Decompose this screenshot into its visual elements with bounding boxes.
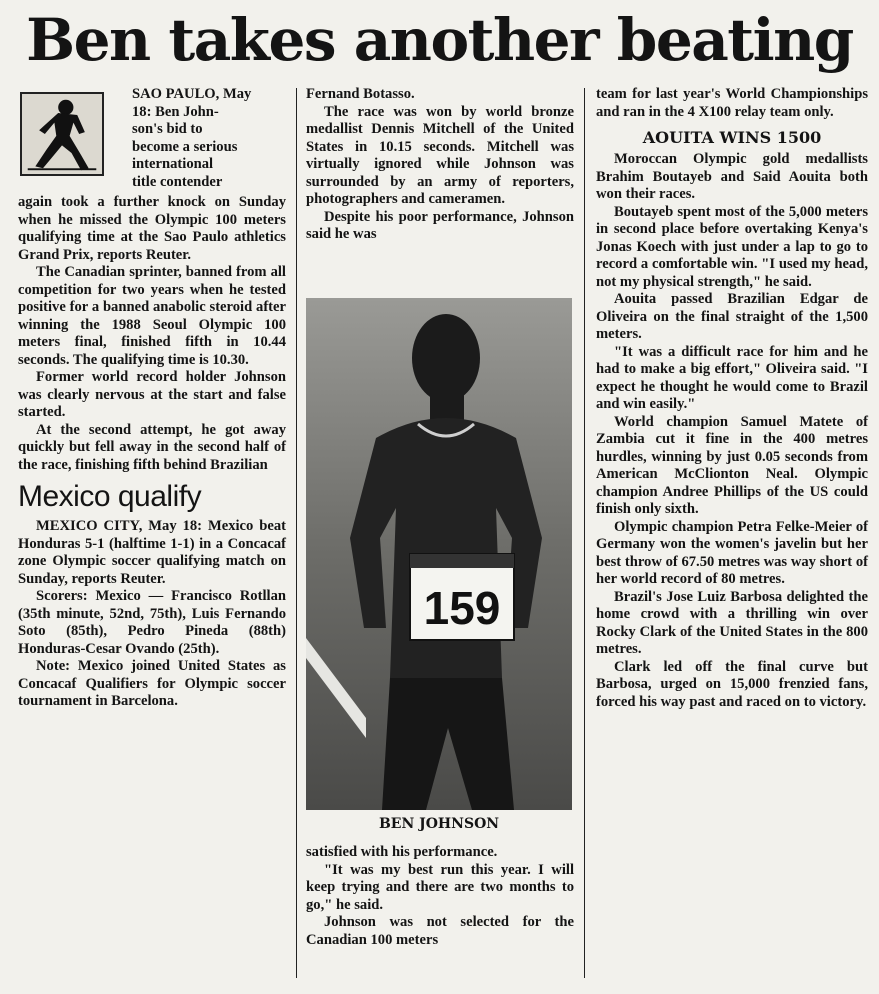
mexico-paragraph: Scorers: Mexico — Francisco Rotllan (35th minute, 52nd, 75th), Luis Fernando Soto (85th), Pedro Pineda (88th) Honduras-Cesar Ovando (25th). <box>18 588 286 657</box>
headline: Ben takes another beating <box>26 6 853 74</box>
article-paragraph: satisfied with his performance. <box>306 844 498 860</box>
mexico-paragraph: Note: Mexico joined United States as Concacaf Qualifiers for Olympic soccer tournament in Barcelona. <box>18 658 286 709</box>
aouita-paragraph: World champion Samuel Matete of Zambia cut it fine in the 400 metres hurdles, winning by just 0.05 seconds from American McClionton Neal. Olympic champion Andree Phillips of the US could finish only sixth. <box>596 413 868 517</box>
column-2-top <box>306 86 574 244</box>
article-paragraph: Johnson was not selected for the Canadian 100 meters <box>306 914 574 948</box>
aouita-paragraph: Olympic champion Petra Felke-Meier of Germany won the women's javelin but her best throw of 67.50 metres was way short of her world record of 80 metres. <box>596 518 868 587</box>
lead-line: SAO PAULO, May <box>132 86 252 102</box>
column-rule <box>584 88 585 978</box>
article-paragraph: The Canadian sprinter, banned from all competition for two years when he tested positive for a banned anabolic steroid after winning the 1988 Seoul Olympic 100 meters final, finished fifth in 10.44 seconds. The qualifying time is 10.30. <box>18 264 286 368</box>
lead-line: 18: Ben John- <box>132 103 219 120</box>
aouita-paragraph: Clark led off the final curve but Barbosa, urged on 15,000 frenzied fans, forced his way past and raced on to victory. <box>596 658 868 710</box>
aouita-paragraph: Boutayeb spent most of the 5,000 meters in second place before overtaking Kenya's Jonas Koech with just under a lap to go to record a comfortable win. "I used my head, not my physical strength," he said. <box>596 203 868 290</box>
article-paragraph: "It was my best run this year. I will keep trying and there are two months to go," he said. <box>306 861 574 913</box>
lead-line: international <box>132 156 214 172</box>
mexico-subhead: Mexico qualify <box>18 480 202 513</box>
mexico-paragraph: MEXICO CITY, May 18: Mexico beat Honduras 5-1 (halftime 1-1) in a Concacaf zone Olympic soccer qualifying match on Sunday, reports Reuter. <box>18 518 286 587</box>
bib-number: 159 <box>423 582 501 634</box>
article-paragraph: At the second attempt, he got away quickly but fell away in the second half of the race, finishing fifth behind Brazilian <box>18 421 286 473</box>
sprinter-logo <box>20 92 104 176</box>
lead-line: title contender <box>132 173 223 190</box>
column-2-bottom <box>306 844 574 949</box>
article-paragraph: Despite his poor performance, Johnson said he was <box>306 208 574 242</box>
article-paragraph: The race was won by world bronze medallist Dennis Mitchell of the United States in 10.15 seconds. Mitchell was virtually ignored while Johnson was surrounded by an army of reporters, photographers and cameramen. <box>306 103 574 207</box>
lead-wrap <box>132 86 286 191</box>
lead-continuation: again took a further knock on Sunday when he missed the Olympic 100 meters qualifying time at the Sao Paulo athletics Grand Prix, reports Reuter. <box>18 194 286 263</box>
ben-johnson-photo <box>306 298 572 810</box>
column-1 <box>18 194 286 711</box>
aouita-subhead: AOUITA WINS 1500 <box>642 128 822 147</box>
aouita-paragraph: "It was a difficult race for him and he had to make a big effort," Oliveira said. "I expect he thought he would come to Brazil and win easily." <box>596 343 868 412</box>
aouita-paragraph: Brazil's Jose Luiz Barbosa delighted the home crowd with a thrilling win over Rocky Clark of the United States in the 800 metres. <box>596 588 868 657</box>
lead-line: become a serious <box>132 138 238 155</box>
column-3 <box>596 86 868 711</box>
article-paragraph: Former world record holder Johnson was clearly nervous at the start and false started. <box>18 369 286 420</box>
article-paragraph: team for last year's World Championships and ran in the 4 X100 relay team only. <box>596 86 868 120</box>
article-paragraph: Fernand Botasso. <box>306 86 415 102</box>
aouita-paragraph: Moroccan Olympic gold medallists Brahim Boutayeb and Said Aouita both won their races. <box>596 151 868 202</box>
photo-caption: BEN JOHNSON <box>378 816 500 832</box>
aouita-paragraph: Aouita passed Brazilian Edgar de Oliveira on the final straight of the 1,500 meters. <box>596 291 868 342</box>
lead-line: son's bid to <box>132 121 203 137</box>
column-rule <box>296 88 297 978</box>
